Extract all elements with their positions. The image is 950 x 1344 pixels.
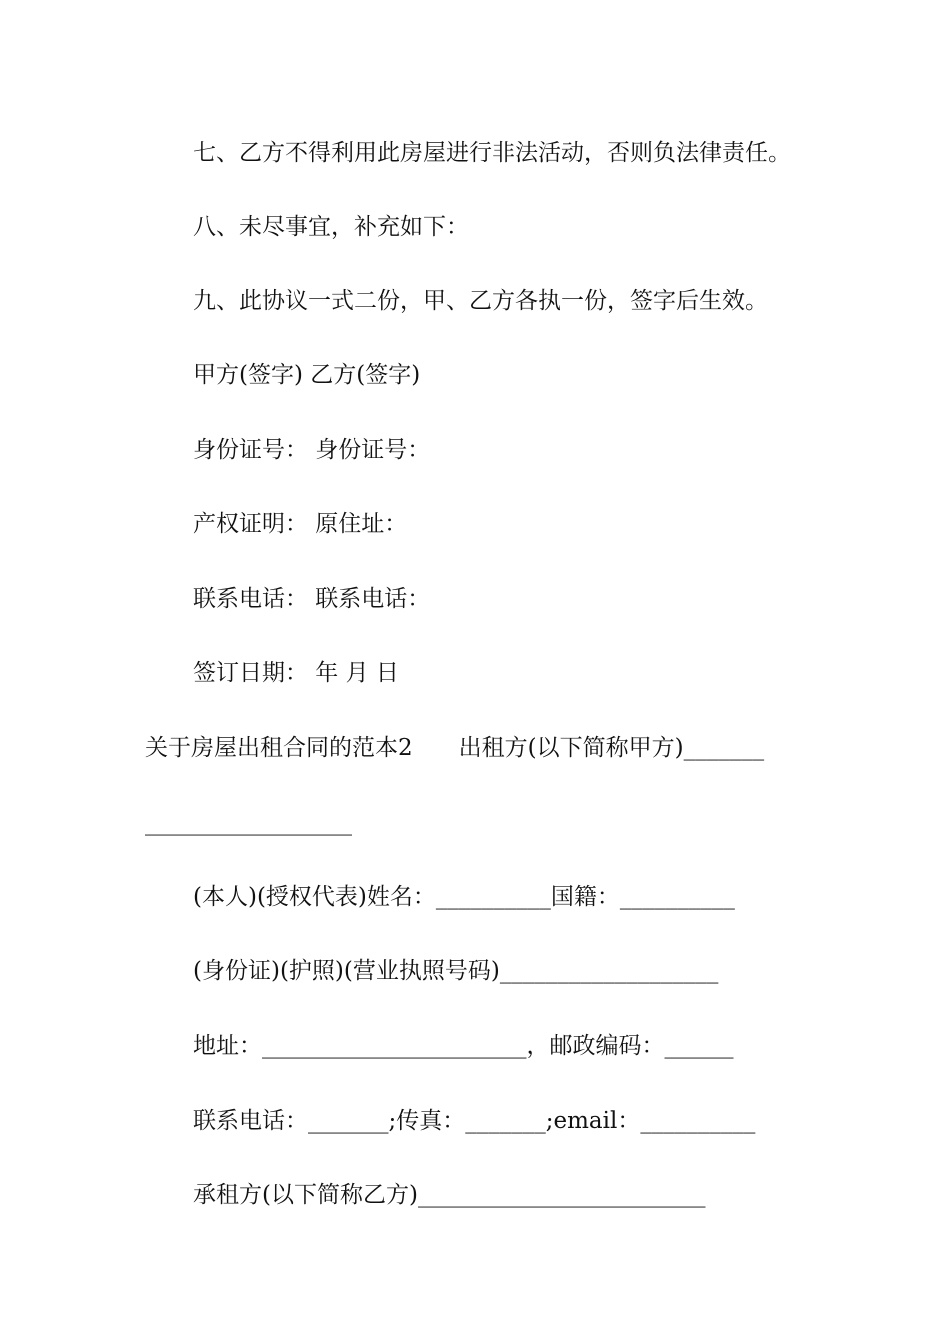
address-postcode-line: 地址：_______________________，邮政编码：______	[193, 1033, 734, 1059]
clause-nine: 九、此协议一式二份，甲、乙方各执一份，签字后生效。	[193, 288, 768, 314]
blank-line: __________________	[145, 810, 352, 836]
clause-seven: 七、乙方不得利用此房屋进行非法活动，否则负法律责任。	[193, 140, 791, 166]
section-heading-lessor: 关于房屋出租合同的范本2 出租方(以下简称甲方)_______	[145, 735, 765, 761]
sign-date-line: 签订日期： 年 月 日	[193, 660, 399, 686]
name-nationality-line: (本人)(授权代表)姓名：__________国籍：__________	[193, 884, 735, 910]
lessee-line: 承租方(以下简称乙方)_________________________	[193, 1182, 706, 1208]
clause-eight: 八、未尽事宜，补充如下：	[193, 214, 469, 240]
id-number-line: 身份证号： 身份证号：	[193, 437, 431, 463]
phone-line: 联系电话： 联系电话：	[193, 586, 431, 612]
id-passport-license-line: (身份证)(护照)(营业执照号码)___________________	[193, 958, 719, 984]
contact-fax-email-line: 联系电话：_______;传真：_______;email：__________	[193, 1108, 756, 1134]
property-cert-line: 产权证明： 原住址：	[193, 511, 408, 537]
signature-line: 甲方(签字) 乙方(签字)	[193, 362, 421, 388]
